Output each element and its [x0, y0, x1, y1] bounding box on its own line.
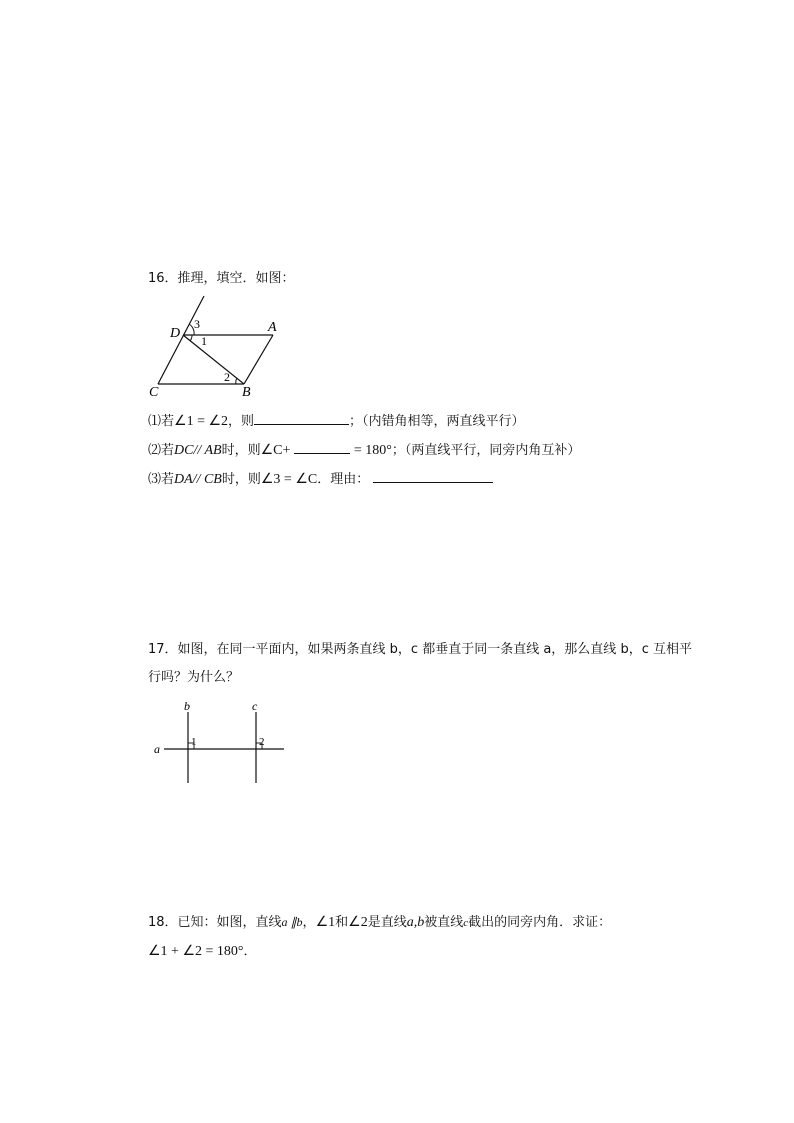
answer-blank[interactable]: [373, 472, 493, 483]
answer-blank[interactable]: [254, 414, 349, 425]
lines-ab: a,b: [406, 915, 425, 930]
reason: ；（内错角相等，两直线平行）: [349, 414, 525, 429]
line-c: c: [463, 917, 469, 929]
label-1: 1: [201, 334, 207, 348]
equation: = 180°: [350, 443, 392, 458]
label-C: C: [149, 385, 159, 400]
q16-figure: [140, 292, 290, 402]
q16-part2: [148, 439, 580, 459]
comma: ，: [302, 915, 316, 930]
connector: 时，则: [221, 443, 261, 458]
q18-line1: [148, 911, 611, 931]
q17-line2: 行吗？为什么？: [148, 670, 240, 685]
label-B: B: [242, 385, 251, 400]
period: ．: [243, 944, 257, 959]
part-number: ⑴若: [148, 414, 175, 429]
angle-expression: ∠C+: [260, 443, 291, 458]
q17-line1: 17．如图，在同一平面内，如果两条直线 b，c 都垂直于同一条直线 a，那么直线 b，c 互相平: [148, 642, 692, 657]
angle-2: ∠2: [348, 915, 368, 930]
q16-part1: [148, 410, 525, 430]
conjunction: 和: [335, 915, 349, 930]
reason: ；（两直线平行，同旁内角互补）: [391, 443, 581, 458]
q18-line2: [148, 940, 257, 960]
to-prove: ∠1 + ∠2 = 180°: [148, 944, 244, 959]
label-A: A: [268, 320, 277, 335]
q16-part3: [148, 468, 493, 488]
connector: 时，则: [221, 472, 261, 487]
angle-2-arc: [236, 378, 237, 384]
label-2: 2: [224, 370, 230, 384]
condition: DC// AB: [174, 443, 222, 458]
answer-blank[interactable]: [294, 443, 350, 454]
transversal-line: [158, 296, 204, 384]
condition: DA// CB: [174, 472, 222, 487]
label-2: 2: [259, 736, 265, 748]
angle-1: ∠1: [315, 915, 336, 930]
text-segment: 被直线: [424, 915, 464, 930]
condition: ∠1 = ∠2: [174, 414, 229, 429]
condition: a ∥b: [281, 915, 303, 929]
part-number: ⑵若: [148, 443, 175, 458]
angle-1-arc: [190, 335, 192, 341]
text-segment: 是直线: [367, 915, 407, 930]
label-b: b: [184, 700, 190, 713]
label-1: 1: [191, 736, 197, 748]
text-segment: 截出的同旁内角．求证：: [468, 915, 612, 930]
label-3: 3: [194, 317, 200, 331]
connector: ，则: [228, 414, 255, 429]
segment-DB: [183, 335, 244, 384]
label-c: c: [252, 700, 258, 713]
reason-label: ．理由：: [317, 472, 370, 487]
q17-figure: [150, 700, 290, 785]
part-number: ⑶若: [148, 472, 175, 487]
q16-title: 16．推理，填空．如图：: [148, 271, 295, 286]
conclusion: ∠3 = ∠C: [260, 472, 318, 487]
label-D: D: [170, 326, 181, 341]
label-a: a: [154, 742, 160, 756]
intro: 18．已知：如图，直线: [148, 915, 282, 930]
segment-AB: [244, 335, 273, 384]
